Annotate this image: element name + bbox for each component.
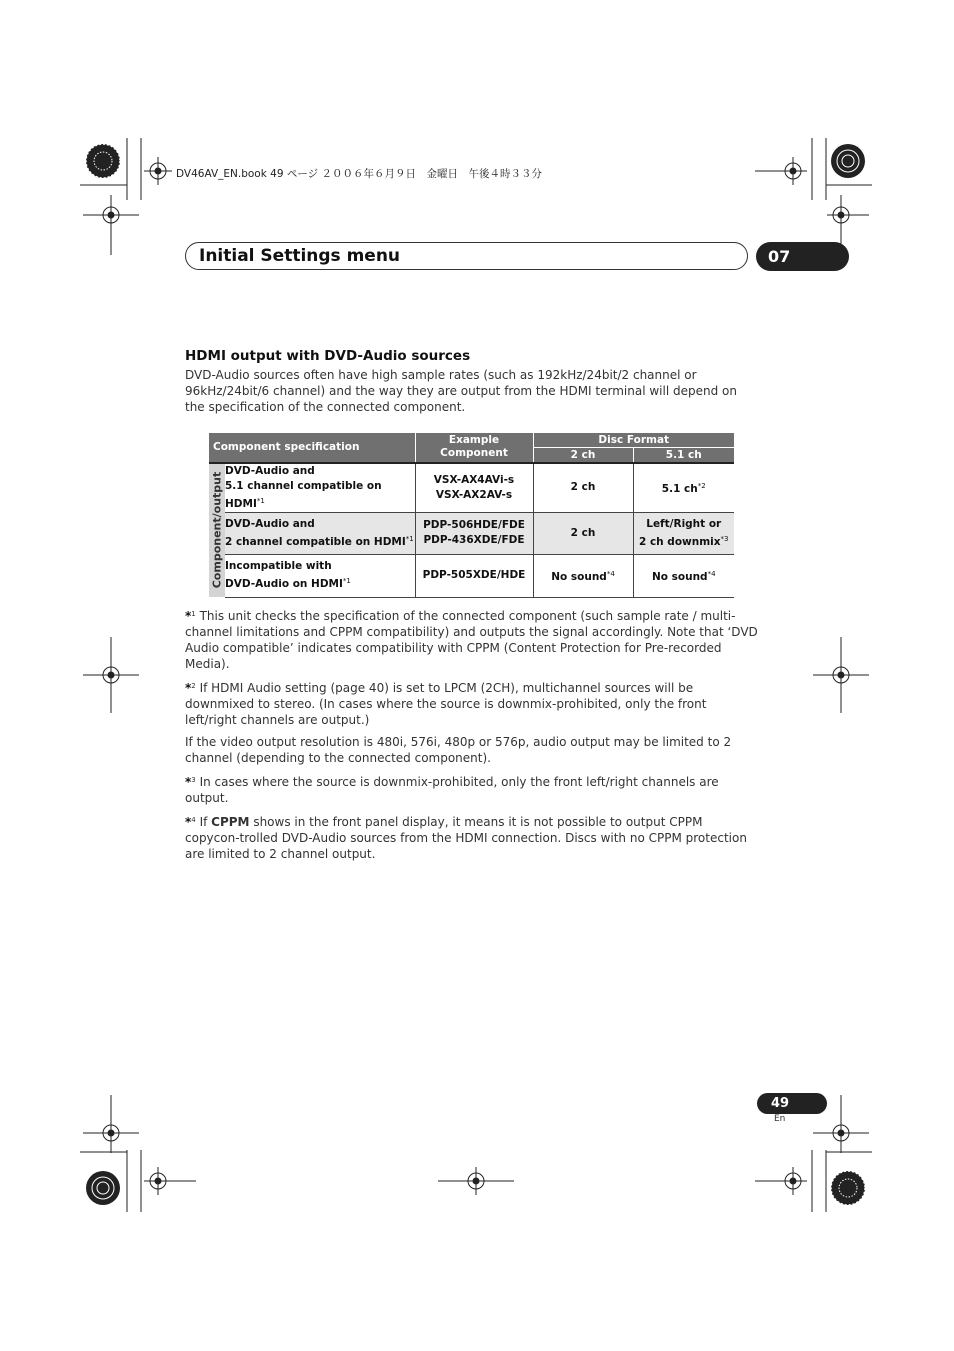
footnote-marker-num: 1 <box>191 610 196 618</box>
side-label: Component/output <box>210 471 224 589</box>
cell-2ch <box>533 554 633 597</box>
note-paragraph <box>185 734 760 766</box>
spec-line2: 5.1 channel compatible on HDMI <box>225 479 382 510</box>
spec-cell <box>225 512 415 554</box>
value-2ch: No sound <box>551 570 607 583</box>
footnote-bold-term: CPPM <box>211 815 250 829</box>
page-language: En <box>774 1114 786 1124</box>
footnote <box>185 606 760 672</box>
footnotes <box>185 606 760 868</box>
header-example-component <box>415 433 533 463</box>
example-cell <box>415 512 533 554</box>
cell-2ch <box>533 512 633 554</box>
table-row <box>209 512 734 554</box>
footnote-ref: *4 <box>606 569 615 578</box>
value-51ch: 5.1 ch <box>661 482 698 495</box>
spec-line1: DVD-Audio and <box>225 517 315 530</box>
section-heading: HDMI output with DVD-Audio sources <box>185 348 471 364</box>
footnote <box>185 812 760 862</box>
footnote-marker-num: 2 <box>191 682 196 690</box>
example-line1: PDP-506HDE/FDE <box>423 519 525 531</box>
footnote-marker: * <box>185 681 192 695</box>
value-51ch-line1: Left/Right or <box>646 517 722 530</box>
header-2ch: 2 ch <box>533 447 633 463</box>
header-51ch: 5.1 ch <box>633 447 734 463</box>
spec-line1: DVD-Audio and <box>225 464 315 477</box>
spec-line1: Incompatible with <box>225 560 332 572</box>
footnote-marker: * <box>185 775 192 789</box>
footnote-ref: *2 <box>697 481 706 490</box>
chapter-number: 07 <box>768 247 791 266</box>
footnote-text-post: shows in the front panel display, it means it is not possible to output CPPM copycon-trolled DVD-Audio sources from the HDMI connection. Discs with no CPPM protection are limited to 2 channel output. <box>185 815 747 861</box>
cell-51ch <box>633 554 734 597</box>
example-line2: VSX-AX2AV-s <box>435 488 513 501</box>
section-intro: DVD-Audio sources often have high sample rates (such as 192kHz/24bit/2 channel or 96kHz/24bit/6 channel) and the way they are output from the HDMI terminal will depend on the specification of the connected component. <box>185 368 737 414</box>
hdmi-output-table <box>209 433 734 598</box>
footnote-ref: *1 <box>342 577 351 585</box>
cell-51ch <box>633 512 734 554</box>
footnote <box>185 678 760 728</box>
example-cell <box>415 463 533 513</box>
header-example-line1: Example <box>448 434 500 447</box>
spec-line2: DVD-Audio on HDMI <box>225 578 343 590</box>
footnote-text: In cases where the source is downmix-prohibited, only the front left/right channels are output. <box>185 775 719 805</box>
cell-2ch <box>533 463 633 513</box>
value-51ch-line2: 2 ch downmix <box>638 535 721 548</box>
cell-51ch <box>633 463 734 513</box>
header-example-line2: Component <box>440 447 508 460</box>
spec-cell <box>225 463 415 513</box>
example-line1: VSX-AX4AVi-s <box>433 473 515 486</box>
footnote-ref: *4 <box>707 569 716 578</box>
value-2ch: 2 ch <box>570 526 596 539</box>
footnote-ref: *1 <box>405 534 414 543</box>
value-2ch: 2 ch <box>570 481 596 493</box>
footnote-ref: *1 <box>256 496 265 505</box>
table-row <box>209 554 734 597</box>
footnote-text-pre: If <box>199 815 212 829</box>
table-row <box>209 463 734 513</box>
footnote-marker-num: 3 <box>191 776 196 784</box>
note-text: If the video output resolution is 480i, 576i, 480p or 576p, audio output may be limited to 2 channel (depending to the connected component). <box>185 735 732 765</box>
footnote-marker-num: 4 <box>191 816 196 824</box>
spec-cell <box>225 554 415 597</box>
page-number: 49 <box>771 1096 790 1111</box>
example-line1: PDP-505XDE/HDE <box>422 569 526 581</box>
header-component-spec: Component specification <box>209 433 415 463</box>
footnote-marker: * <box>185 815 192 829</box>
value-51ch: No sound <box>651 570 708 583</box>
example-line2: PDP-436XDE/FDE <box>423 534 525 546</box>
example-cell <box>415 554 533 597</box>
page-title: Initial Settings menu <box>199 246 401 266</box>
footnote-text: If HDMI Audio setting (page 40) is set to LPCM (2CH), multichannel sources will be downmixed to stereo. (In cases where the source is downmix-prohibited, only the front left/right channels are output.) <box>185 681 707 727</box>
footnote-marker: * <box>185 609 192 623</box>
print-info-line: DV46AV_EN.book 49 ページ ２００６年６月９日 金曜日 午後４時３３分 <box>176 168 542 180</box>
footnote <box>185 772 760 806</box>
side-label-band <box>209 463 225 598</box>
page-number-badge <box>757 1093 827 1114</box>
header-disc-format: Disc Format <box>533 433 734 447</box>
footnote-text: This unit checks the specification of the connected component (such sample rate / multi-channel limitations and CPPM compatibility) and outputs the signal accordingly. Note that ‘DVD Audio compatible’ indicates compatibility with CPPM (Content Protection for Pre-recorded Media). <box>185 609 758 671</box>
spec-line2: 2 channel compatible on HDMI <box>225 535 406 548</box>
footnote-ref: *3 <box>720 534 729 543</box>
